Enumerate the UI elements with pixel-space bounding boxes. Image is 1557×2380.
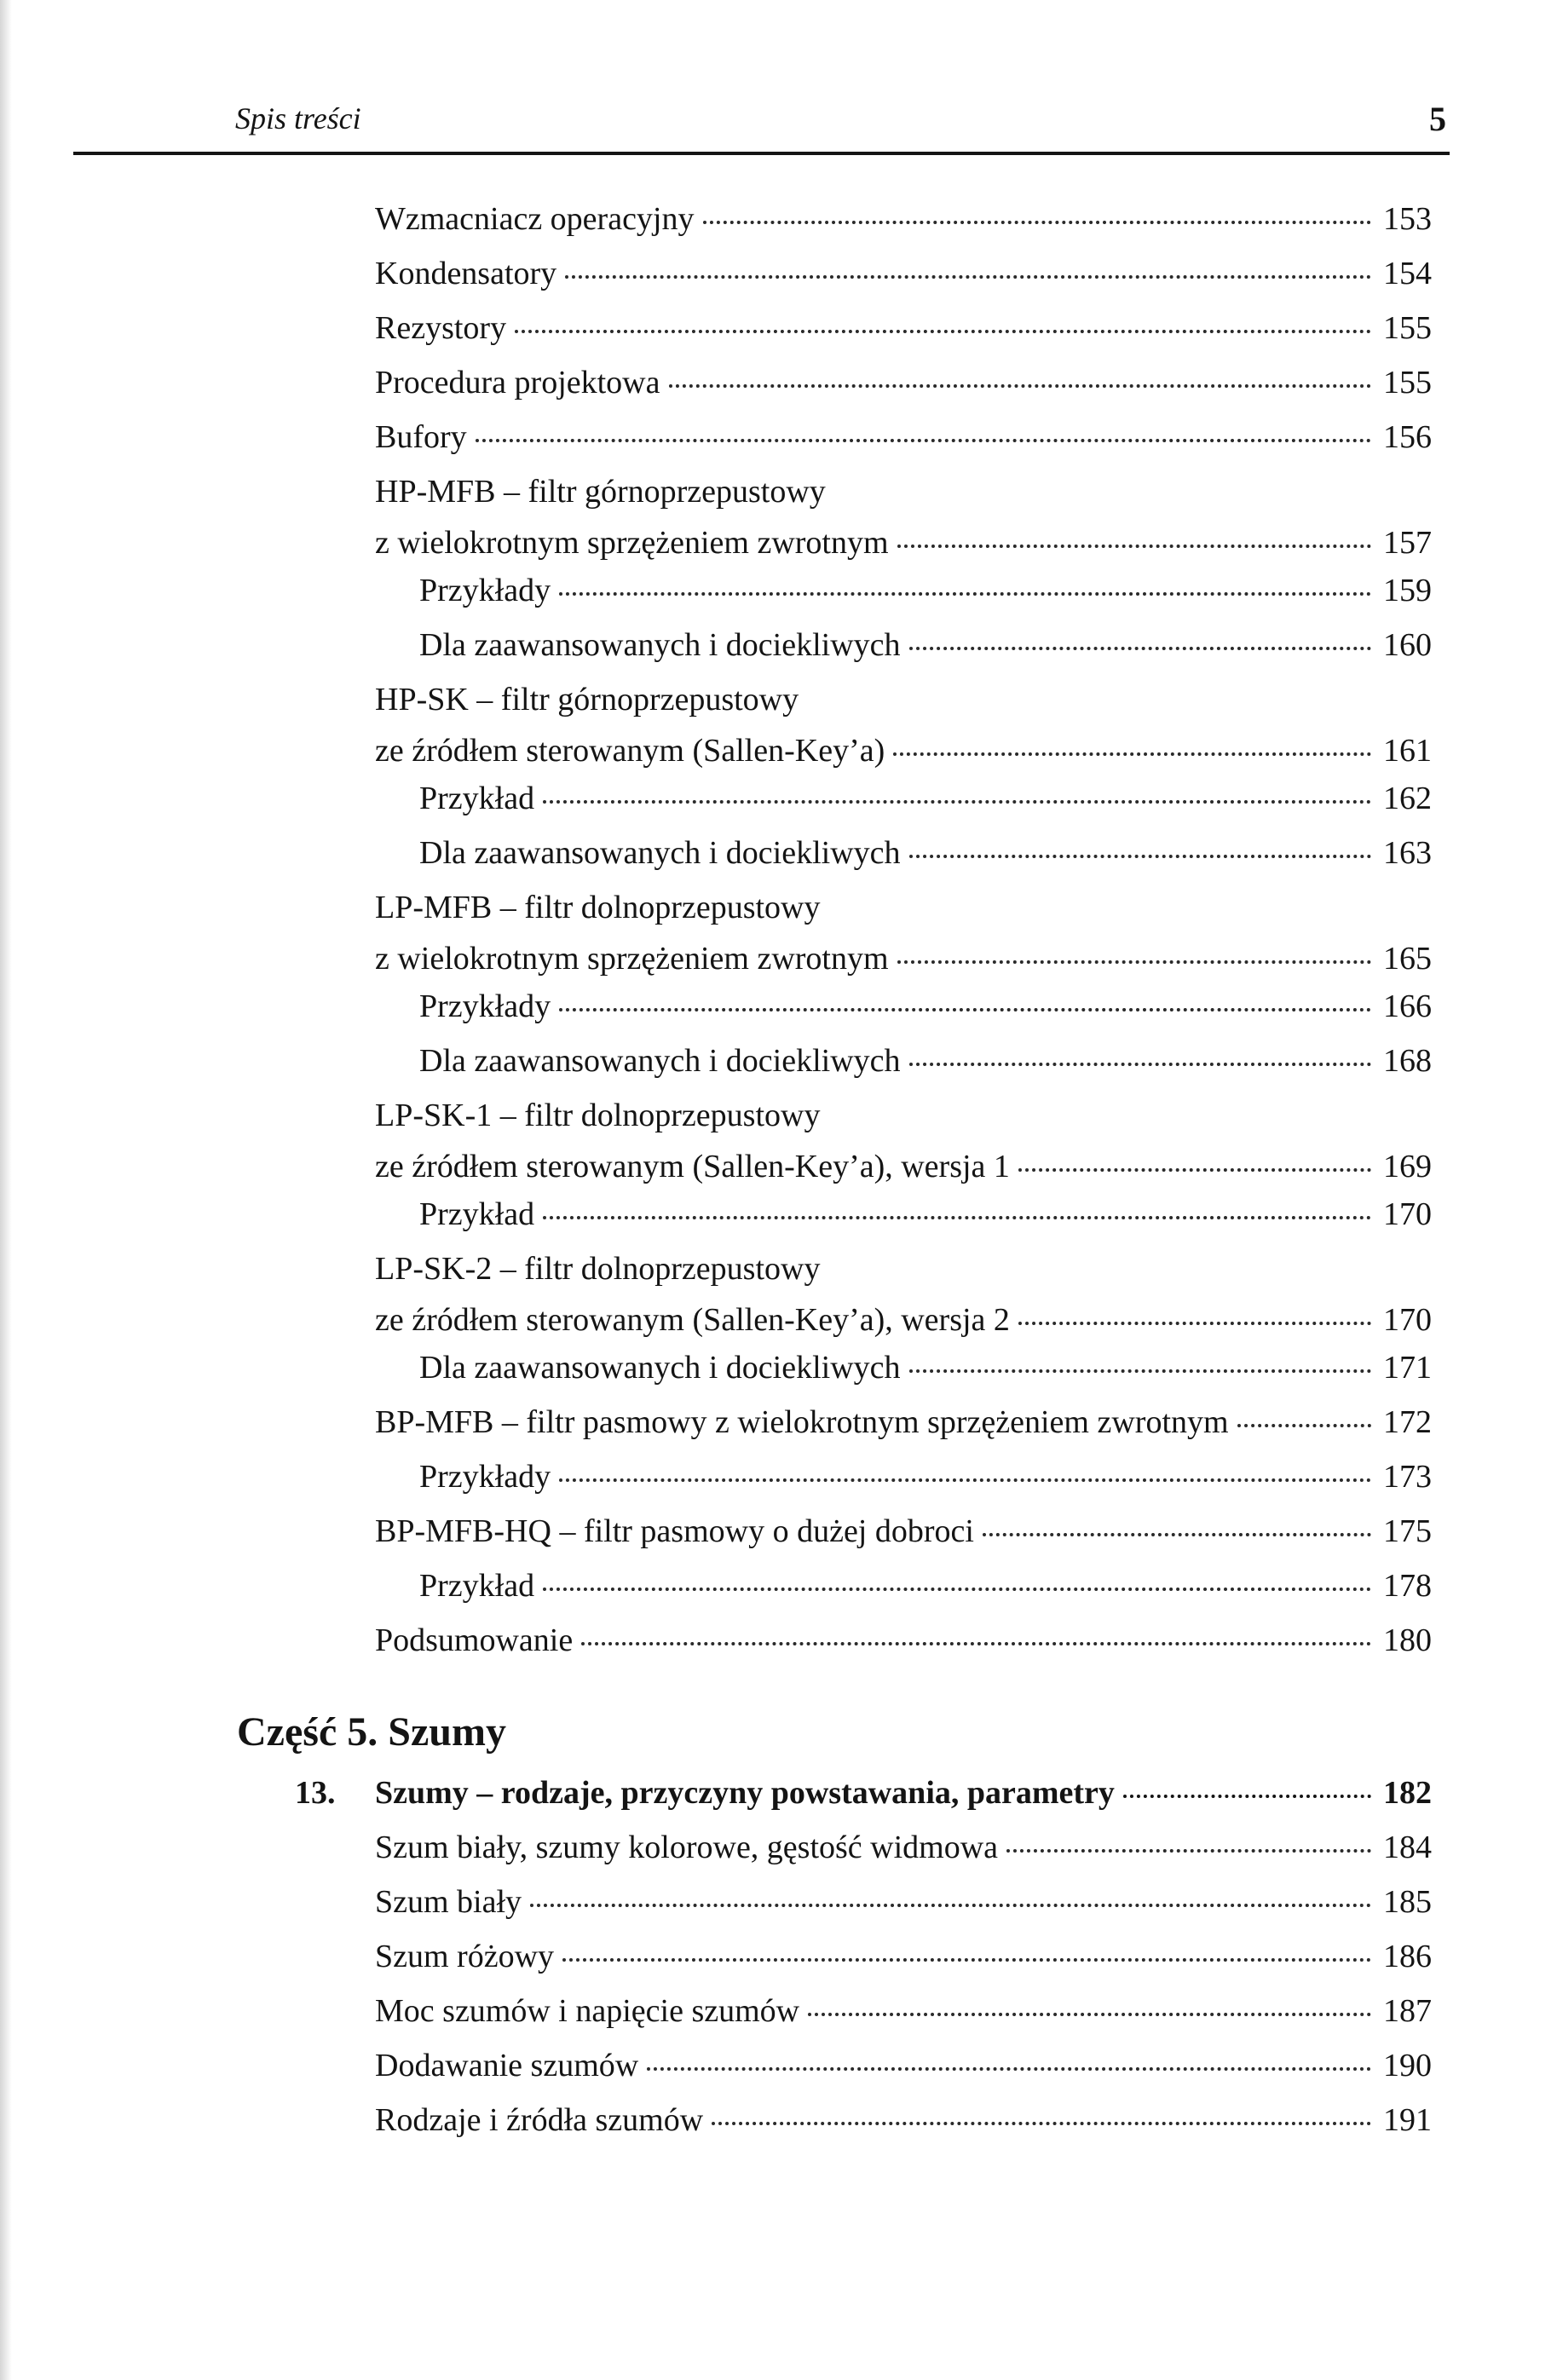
dot-leader bbox=[1018, 1168, 1371, 1172]
dot-leader bbox=[897, 545, 1371, 548]
toc-entry-page: 166 bbox=[1383, 988, 1432, 1024]
toc-entry bbox=[375, 2047, 1432, 2084]
chapter-entry bbox=[375, 1774, 1432, 1812]
dot-leader bbox=[893, 752, 1371, 756]
toc-entry-page: 175 bbox=[1383, 1513, 1432, 1549]
toc-entry-title: Rezystory bbox=[375, 310, 507, 346]
toc-entry-page: 185 bbox=[1383, 1884, 1432, 1920]
toc-entry-page: 169 bbox=[1383, 1149, 1432, 1184]
toc-entry-page: 157 bbox=[1383, 525, 1432, 561]
dot-leader bbox=[559, 1478, 1371, 1482]
toc-entry-title-line1: HP-SK – filtr górnoprzepustowy bbox=[375, 682, 799, 717]
toc-entry bbox=[419, 988, 1432, 1025]
toc-entry-page: 184 bbox=[1383, 1830, 1432, 1865]
toc-entry-title: BP-MFB – filtr pasmowy z wielokrotnym sprzężeniem zwrotnym bbox=[375, 1404, 1229, 1440]
dot-leader bbox=[909, 1063, 1371, 1066]
chapter-number: 13. bbox=[295, 1775, 336, 1811]
toc-entry-title-line1: LP-SK-2 – filtr dolnoprzepustowy bbox=[375, 1251, 821, 1287]
toc-entry-page: 155 bbox=[1383, 310, 1432, 346]
dot-leader bbox=[1018, 1322, 1371, 1325]
dot-leader bbox=[543, 1588, 1371, 1591]
toc-entry bbox=[375, 1513, 1432, 1550]
toc-entry bbox=[419, 1458, 1432, 1495]
toc-entry-page: 170 bbox=[1383, 1196, 1432, 1232]
toc-entry-title: Przykłady bbox=[419, 1459, 551, 1495]
toc-entry-title: Dla zaawansowanych i dociekliwych bbox=[419, 627, 901, 663]
toc-entry-title: Przykład bbox=[419, 1196, 535, 1232]
toc-entry-page: 173 bbox=[1383, 1459, 1432, 1495]
toc-entry-title: Rodzaje i źródła szumów bbox=[375, 2102, 704, 2138]
toc-entry-title: Dla zaawansowanych i dociekliwych bbox=[419, 1350, 901, 1386]
dot-leader bbox=[909, 855, 1371, 858]
dot-leader bbox=[647, 2067, 1371, 2071]
page-edge-shadow bbox=[0, 0, 12, 2380]
toc-entry bbox=[419, 572, 1432, 609]
toc-entry bbox=[375, 889, 1432, 977]
chapter-title: Szumy – rodzaje, przyczyny powstawania, parametry bbox=[375, 1775, 1115, 1811]
toc-entry-title: Moc szumów i napięcie szumów bbox=[375, 1993, 800, 2029]
toc-entry-page: 180 bbox=[1383, 1622, 1432, 1658]
toc-entry bbox=[375, 2101, 1432, 2139]
toc-entry-title: Procedura projektowa bbox=[375, 365, 660, 401]
toc-entry-page: 160 bbox=[1383, 627, 1432, 663]
toc-entry bbox=[419, 834, 1432, 872]
dot-leader bbox=[1006, 1849, 1371, 1853]
toc-entry-page: 172 bbox=[1383, 1404, 1432, 1440]
dot-leader bbox=[712, 2122, 1371, 2125]
header-rule bbox=[73, 152, 1450, 155]
toc-entry-title: Dla zaawansowanych i dociekliwych bbox=[419, 1043, 901, 1079]
toc-entry bbox=[375, 681, 1432, 769]
toc-entry-page: 168 bbox=[1383, 1043, 1432, 1079]
dot-leader bbox=[515, 330, 1371, 333]
toc-entry-page: 170 bbox=[1383, 1302, 1432, 1338]
dot-leader bbox=[530, 1904, 1371, 1907]
toc-entry-page: 161 bbox=[1383, 733, 1432, 769]
dot-leader bbox=[1237, 1424, 1371, 1427]
toc-entry bbox=[419, 1567, 1432, 1605]
toc-entry bbox=[375, 309, 1432, 347]
toc-entry-page: 163 bbox=[1383, 835, 1432, 871]
chapter-page: 182 bbox=[1383, 1775, 1432, 1811]
toc-entry-title: Wzmacniacz operacyjny bbox=[375, 201, 695, 237]
dot-leader bbox=[669, 384, 1372, 388]
toc-entry bbox=[419, 1042, 1432, 1080]
dot-leader bbox=[562, 1958, 1371, 1962]
dot-leader bbox=[1123, 1795, 1371, 1798]
dot-leader bbox=[543, 800, 1371, 804]
toc-entry-title-line1: LP-MFB – filtr dolnoprzepustowy bbox=[375, 890, 821, 925]
toc-entry-title: Podsumowanie bbox=[375, 1622, 574, 1658]
toc-entry bbox=[419, 1349, 1432, 1386]
toc-entry-page: 156 bbox=[1383, 419, 1432, 455]
toc-entry-page: 155 bbox=[1383, 365, 1432, 401]
toc-entry bbox=[375, 418, 1432, 456]
toc-entry-title: ze źródłem sterowanym (Sallen-Key’a) bbox=[375, 733, 885, 769]
toc-entry-title: BP-MFB-HQ – filtr pasmowy o dużej dobroci bbox=[375, 1513, 974, 1549]
part-heading: Część 5. Szumy bbox=[237, 1709, 506, 1755]
running-header-title: Spis treści bbox=[235, 101, 361, 135]
toc-entry-title: Przykłady bbox=[419, 988, 551, 1024]
toc-entry-page: 190 bbox=[1383, 2048, 1432, 2083]
toc-entry-title: Kondensatory bbox=[375, 256, 557, 291]
toc-entry bbox=[375, 1938, 1432, 1975]
toc-entry bbox=[375, 1097, 1432, 1185]
toc-entry-title: Bufory bbox=[375, 419, 467, 455]
toc-entry-title-line1: HP-MFB – filtr górnoprzepustowy bbox=[375, 474, 826, 510]
toc-entry-title-line1: LP-SK-1 – filtr dolnoprzepustowy bbox=[375, 1098, 821, 1133]
dot-leader bbox=[559, 592, 1371, 596]
toc-entry-title: Szum biały bbox=[375, 1884, 522, 1920]
toc-entry bbox=[375, 1250, 1432, 1339]
toc-entry-page: 153 bbox=[1383, 201, 1432, 237]
toc-entry-title: Szum biały, szumy kolorowe, gęstość widmowa bbox=[375, 1830, 999, 1865]
toc-entry bbox=[419, 780, 1432, 817]
toc-entry bbox=[375, 364, 1432, 401]
toc-entry-page: 162 bbox=[1383, 781, 1432, 816]
dot-leader bbox=[909, 647, 1371, 650]
toc-entry-title: z wielokrotnym sprzężeniem zwrotnym bbox=[375, 525, 889, 561]
toc-entry-title: ze źródłem sterowanym (Sallen-Key’a), wersja 1 bbox=[375, 1149, 1010, 1184]
toc-entry-title: Przykład bbox=[419, 781, 535, 816]
toc-entry-title: z wielokrotnym sprzężeniem zwrotnym bbox=[375, 941, 889, 977]
dot-leader bbox=[808, 2013, 1371, 2016]
dot-leader bbox=[565, 275, 1371, 279]
toc-entry bbox=[375, 200, 1432, 238]
toc-entry-title: ze źródłem sterowanym (Sallen-Key’a), wersja 2 bbox=[375, 1302, 1010, 1338]
toc-entry bbox=[375, 1403, 1432, 1441]
toc-entry bbox=[419, 626, 1432, 664]
toc-entry-title: Dla zaawansowanych i dociekliwych bbox=[419, 835, 901, 871]
toc-entry-page: 186 bbox=[1383, 1939, 1432, 1974]
toc-entry-title: Przykład bbox=[419, 1568, 535, 1604]
toc-entry-page: 187 bbox=[1383, 1993, 1432, 2029]
toc-entry bbox=[375, 255, 1432, 292]
toc-entry-title: Przykłady bbox=[419, 573, 551, 608]
dot-leader bbox=[909, 1369, 1371, 1373]
toc-entry-page: 191 bbox=[1383, 2102, 1432, 2138]
toc-entry bbox=[375, 1829, 1432, 1866]
dot-leader bbox=[476, 439, 1371, 442]
dot-leader bbox=[983, 1533, 1371, 1536]
toc-entry-page: 178 bbox=[1383, 1568, 1432, 1604]
toc-entry-title: Dodawanie szumów bbox=[375, 2048, 639, 2083]
dot-leader bbox=[543, 1216, 1371, 1219]
dot-leader bbox=[897, 960, 1371, 964]
dot-leader bbox=[581, 1642, 1371, 1645]
toc-entry-page: 165 bbox=[1383, 941, 1432, 977]
toc-entry-page: 171 bbox=[1383, 1350, 1432, 1386]
toc-entry bbox=[375, 473, 1432, 562]
page-number: 5 bbox=[1429, 100, 1446, 138]
toc-entry-page: 159 bbox=[1383, 573, 1432, 608]
dot-leader bbox=[703, 221, 1372, 224]
toc-entry bbox=[375, 1622, 1432, 1659]
toc-entry bbox=[419, 1196, 1432, 1233]
dot-leader bbox=[559, 1008, 1371, 1011]
toc-entry bbox=[375, 1992, 1432, 2030]
toc-entry-page: 154 bbox=[1383, 256, 1432, 291]
toc-entry-title: Szum różowy bbox=[375, 1939, 555, 1974]
toc-entry bbox=[375, 1883, 1432, 1921]
